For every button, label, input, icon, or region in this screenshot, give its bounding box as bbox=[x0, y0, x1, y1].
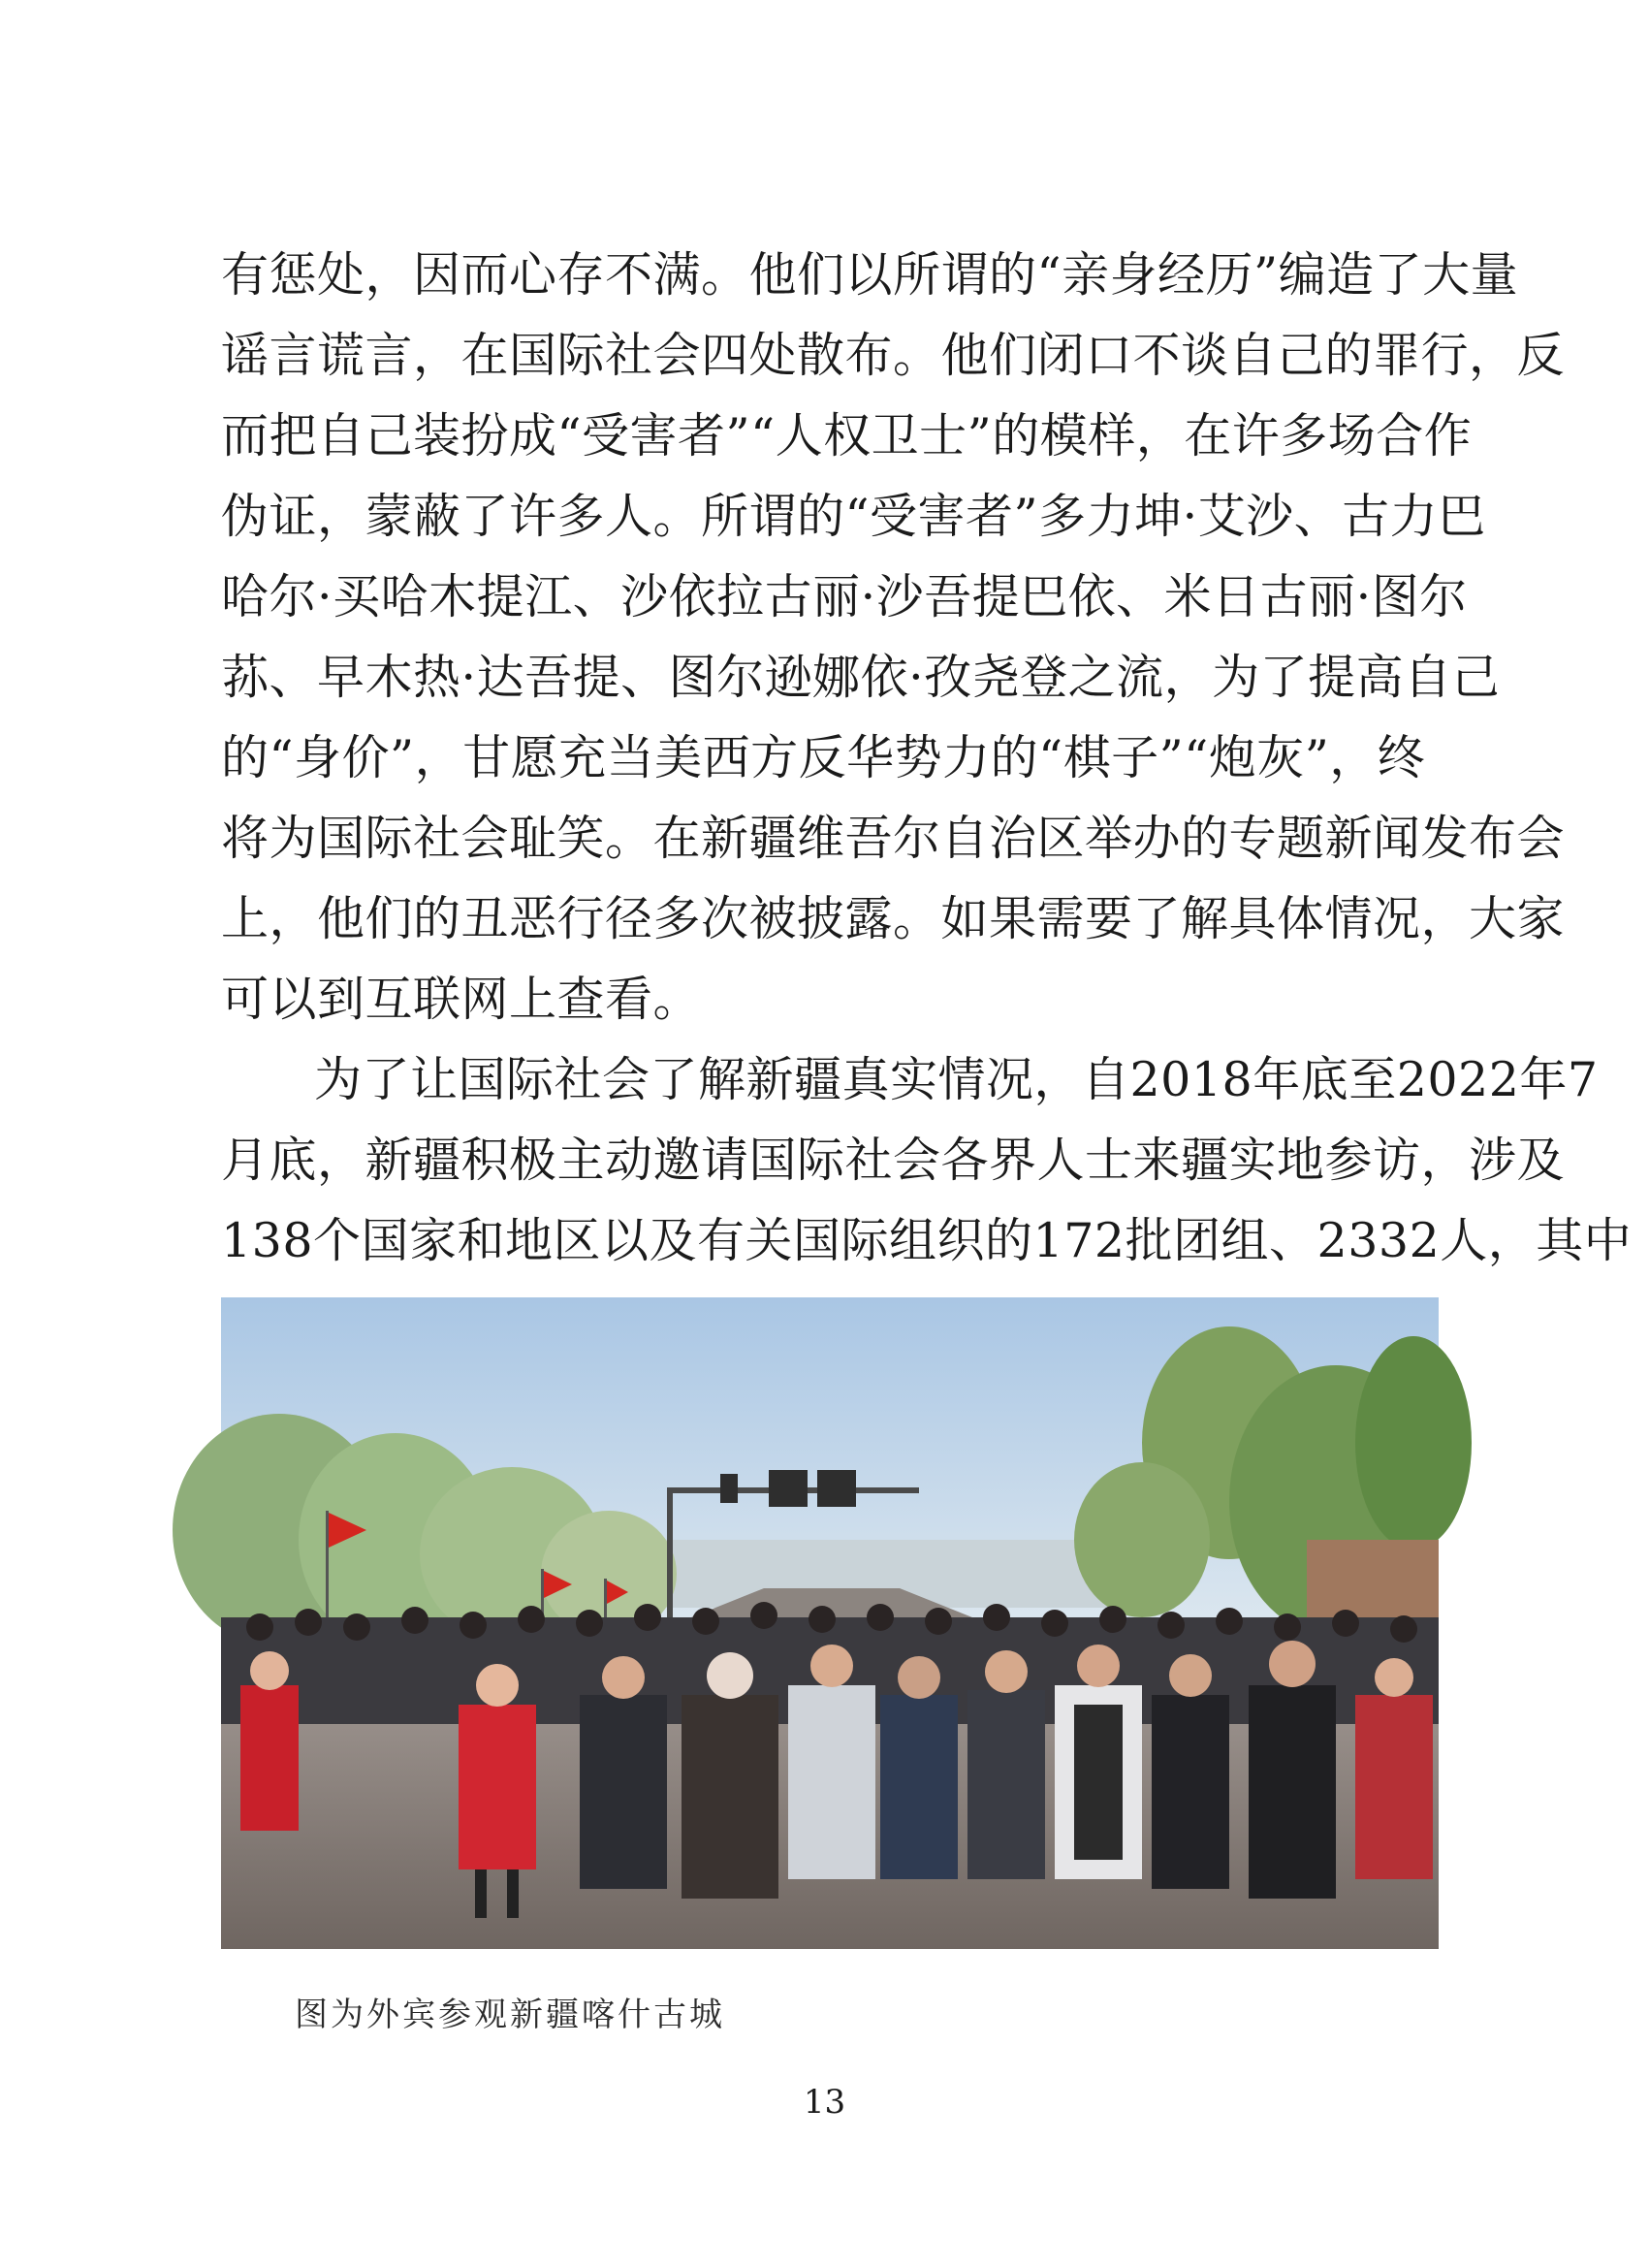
text-line: 哈尔·买哈木提江、沙依拉古丽·沙吾提巴依、米日古丽·图尔 bbox=[221, 569, 1468, 624]
text-line: 上，他们的丑恶行径多次被披露。如果需要了解具体情况，大家 bbox=[221, 891, 1566, 946]
text-line: 的“身价”，甘愿充当美西方反华势力的“棋子”“炮灰”，终 bbox=[221, 730, 1426, 785]
text-line: 将为国际社会耻笑。在新疆维吾尔自治区举办的专题新闻发布会 bbox=[221, 811, 1566, 866]
paragraph-start-line: 为了让国际社会了解新疆真实情况，自2018年底至2022年7 bbox=[314, 1052, 1599, 1107]
crowd-photo bbox=[221, 1297, 1439, 1949]
body-text bbox=[221, 235, 1633, 1281]
text-line: 谣言谎言，在国际社会四处散布。他们闭口不谈自己的罪行，反 bbox=[221, 328, 1566, 383]
page-number: 13 bbox=[803, 2083, 846, 2122]
text-line: 伪证，蒙蔽了许多人。所谓的“受害者”多力坤·艾沙、古力巴 bbox=[221, 489, 1486, 544]
text-line: 而把自己装扮成“受害者”“人权卫士”的模样，在许多场合作 bbox=[221, 408, 1473, 463]
figure-caption: 图为外宾参观新疆喀什古城 bbox=[295, 1996, 725, 2034]
text-line: 可以到互联网上查看。 bbox=[221, 972, 702, 1027]
text-line: 月底，新疆积极主动邀请国际社会各界人士来疆实地参访，涉及 bbox=[221, 1133, 1566, 1188]
text-line: 荪、早木热·达吾提、图尔逊娜依·孜尧登之流，为了提高自己 bbox=[221, 650, 1501, 705]
text-line: 138个国家和地区以及有关国际组织的172批团组、2332人，其中 bbox=[221, 1213, 1633, 1268]
text-line: 有惩处，因而心存不满。他们以所谓的“亲身经历”编造了大量 bbox=[221, 247, 1519, 303]
